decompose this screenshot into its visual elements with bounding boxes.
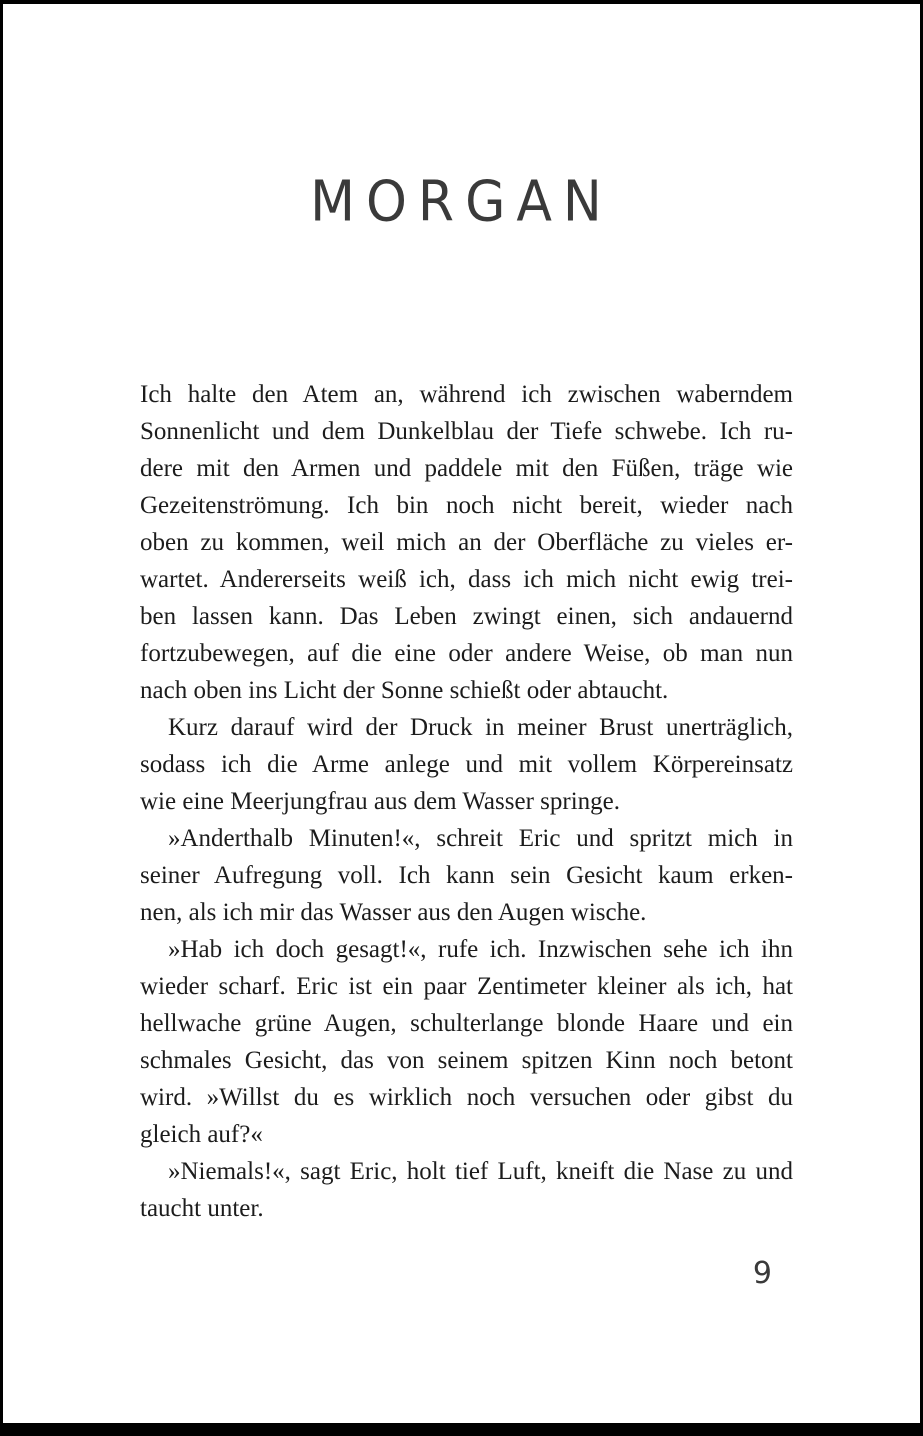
text-line: hellwache grüne Augen, schulterlange blonde Haare und ein	[140, 1010, 793, 1037]
text-line: wie eine Meerjungfrau aus dem Wasser springe.	[140, 788, 621, 815]
text-line: »Anderthalb Minuten!«, schreit Eric und spritzt mich in	[168, 825, 793, 852]
text-line: Ich halte den Atem an, während ich zwischen waberndem	[140, 381, 793, 408]
paragraph	[140, 820, 793, 931]
text-line: sodass ich die Arme anlege und mit vollem Körpereinsatz	[140, 751, 793, 778]
text-line: Gezeitenströmung. Ich bin noch nicht bereit, wieder nach	[140, 492, 793, 519]
paragraph	[140, 931, 793, 1153]
page-number: 9	[752, 1256, 772, 1291]
text-line: taucht unter.	[140, 1195, 264, 1222]
paragraph	[140, 709, 793, 820]
chapter-title: MORGAN	[310, 169, 613, 235]
text-line: Sonnenlicht und dem Dunkelblau der Tiefe schwebe. Ich ru-	[140, 418, 793, 445]
text-line: seiner Aufregung voll. Ich kann sein Gesicht kaum erken-	[140, 862, 793, 889]
text-block	[140, 376, 793, 1227]
text-line: »Hab ich doch gesagt!«, rufe ich. Inzwischen sehe ich ihn	[168, 936, 793, 963]
text-line: schmales Gesicht, das von seinem spitzen Kinn noch betont	[140, 1047, 793, 1074]
text-line: fortzubewegen, auf die eine oder andere Weise, ob man nun	[140, 640, 793, 667]
text-line: nen, als ich mir das Wasser aus den Augen wische.	[140, 899, 647, 926]
text-line: wartet. Andererseits weiß ich, dass ich mich nicht ewig trei-	[140, 566, 793, 593]
text-line: oben zu kommen, weil mich an der Oberfläche zu vieles er-	[140, 529, 793, 556]
text-line: Kurz darauf wird der Druck in meiner Brust unerträglich,	[168, 714, 793, 741]
text-line: wird. »Willst du es wirklich noch versuchen oder gibst du	[140, 1084, 793, 1111]
text-line: wieder scharf. Eric ist ein paar Zentimeter kleiner als ich, hat	[140, 973, 793, 1000]
text-line: ben lassen kann. Das Leben zwingt einen, sich andauernd	[140, 603, 793, 630]
text-line: gleich auf?«	[140, 1121, 263, 1148]
paragraph	[140, 1153, 793, 1227]
text-line: »Niemals!«, sagt Eric, holt tief Luft, kneift die Nase zu und	[168, 1158, 793, 1185]
text-line: dere mit den Armen und paddele mit den Füßen, träge wie	[140, 455, 793, 482]
text-line: nach oben ins Licht der Sonne schießt oder abtaucht.	[140, 677, 669, 704]
paragraph	[140, 376, 793, 709]
